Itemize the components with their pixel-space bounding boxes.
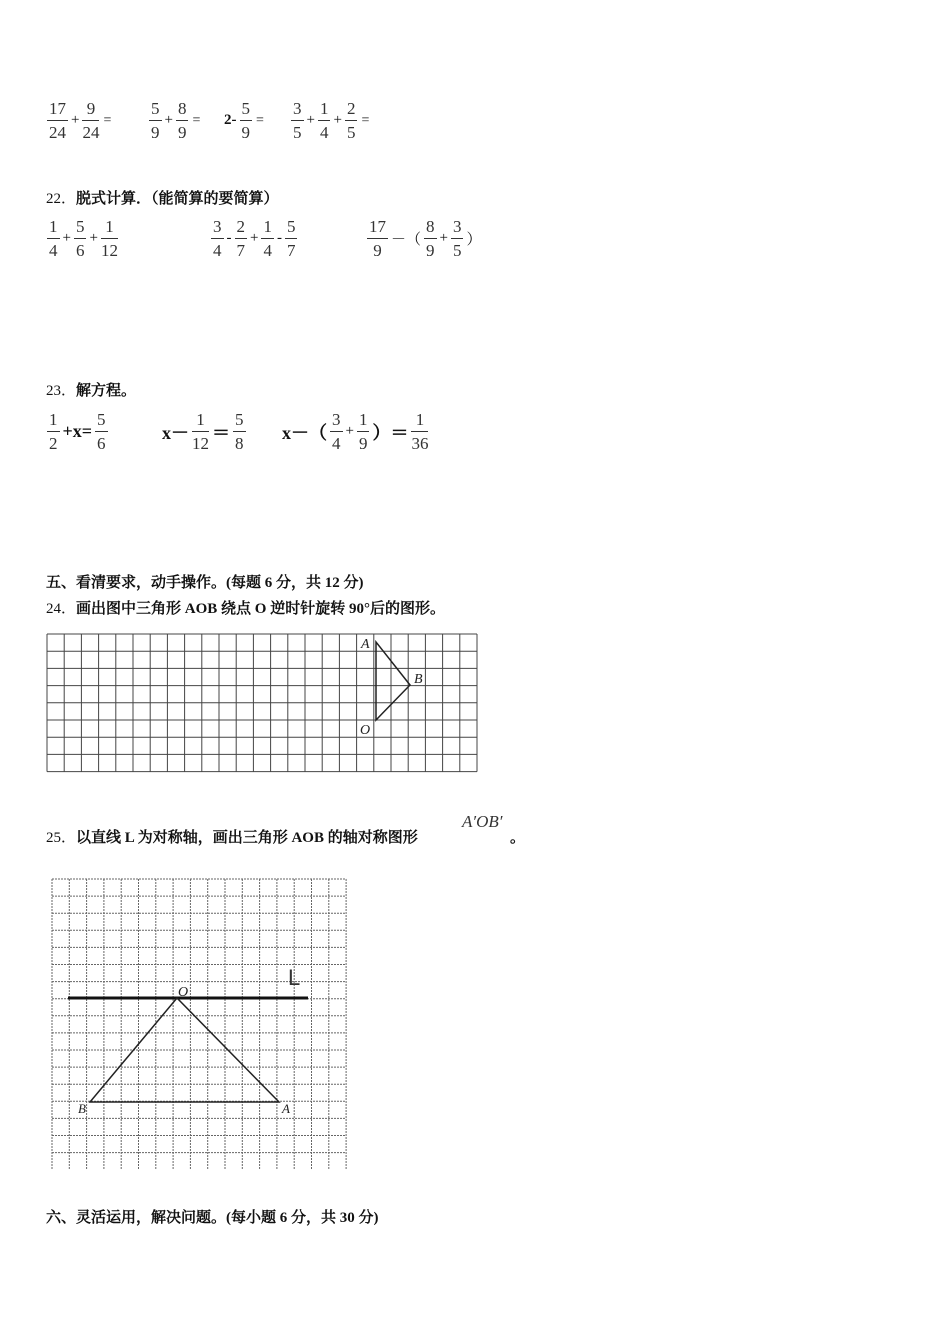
operator: + [71,112,80,128]
operator: + [164,112,173,128]
question-25-heading: 25．以直线 L 为对称轴，画出三角形 AOB 的轴对称图形 [46,830,418,846]
q21-expression-1 [46,100,114,141]
question-24-heading: 24．画出图中三角形 AOB 绕点 O 逆时针旋转 90°后的图形。 [46,601,445,617]
operator: + [89,230,98,246]
q23-equation-2 [160,411,247,452]
line-l-label: L [288,965,301,990]
fraction: $\frac{1}{4}$ [263,217,272,260]
fraction: $\frac{1}{4}$ [49,217,58,260]
q22-expression-2 [210,218,298,259]
q24-grid-figure [44,630,484,776]
section-5-heading: 五、看清要求，动手操作。(每题 6 分，共 12 分) [46,575,364,591]
q21-expression-2 [148,100,203,141]
fraction: $\frac{2}{7}$ [236,217,245,260]
point-o-label: O [360,723,371,738]
point-a-label: A [361,637,370,652]
q25-grid [52,879,346,1169]
operator: + [333,112,342,128]
fraction: $\frac{5}{9}$ [241,99,250,142]
q21-expression-3 [222,100,267,141]
section-6-heading: 六、灵活运用，解决问题。(每小题 6 分，共 30 分) [46,1210,379,1226]
fraction: $\frac{17}{24}$ [49,99,66,142]
q23-equation-3 [280,411,429,452]
q21-expression-4 [290,100,372,141]
fraction: $\frac{5}{6}$ [97,410,106,453]
fraction: $\frac{1}{2}$ [49,410,58,453]
fraction: $\frac{17}{9}$ [369,217,386,260]
operator: ＝ [212,422,230,443]
operator: + [345,423,354,439]
triangle-aob [376,642,410,720]
operator: + [62,230,71,246]
q22-expression-1 [46,218,119,259]
operator: + [250,230,259,246]
formula-a-prime-o-b-prime: A′OB′ [462,812,503,831]
operator: －（ [391,232,422,248]
fraction: $\frac{3}{4}$ [332,410,341,453]
equals-sign: = [103,112,112,128]
fraction: $\frac{8}{9}$ [177,99,187,142]
q23-equation-1 [46,411,109,452]
operator: 2- [224,112,237,128]
fraction: $\frac{5}{8}$ [235,410,244,453]
operator: +x= [62,421,93,441]
question-23-heading: 23．解方程。 [46,383,137,399]
operator: ）＝ [372,422,409,443]
fraction: $\frac{1}{4}$ [319,99,329,142]
fraction: $\frac{3}{4}$ [213,217,222,260]
equals-sign: = [192,112,201,128]
fraction: $\frac{1}{12}$ [100,217,118,260]
operator: x－ [162,422,189,443]
fraction: $\frac{3}{5}$ [293,99,302,142]
point-a-label: A [282,1101,290,1116]
point-b-label: B [78,1101,86,1116]
point-o-label: O [178,985,189,1000]
fraction: $\frac{5}{9}$ [151,99,160,142]
fraction: $\frac{9}{24}$ [82,99,100,142]
question-22-heading: 22．脱式计算．（能简算的要简算） [46,191,279,207]
q24-grid [47,634,477,772]
equals-sign: = [361,112,370,128]
fraction: $\frac{5}{6}$ [75,217,85,260]
operator: + [439,230,448,246]
fraction: $\frac{5}{7}$ [286,217,296,260]
operator: - [276,230,282,246]
fraction: $\frac{1}{9}$ [358,410,368,453]
operator: + [306,112,315,128]
fraction: $\frac{2}{5}$ [346,99,356,142]
period: 。 [510,830,526,846]
point-b-label: B [414,672,423,687]
equals-sign: = [256,112,264,128]
operator: ） [466,232,482,248]
operator: x－（ [282,422,327,443]
fraction: $\frac{1}{36}$ [411,410,429,453]
q25-grid-figure [46,873,352,1169]
q22-expression-3 [366,218,484,259]
fraction: $\frac{1}{12}$ [192,410,209,453]
fraction: $\frac{3}{5}$ [452,217,462,260]
fraction: $\frac{8}{9}$ [426,217,435,260]
operator: - [226,230,232,246]
